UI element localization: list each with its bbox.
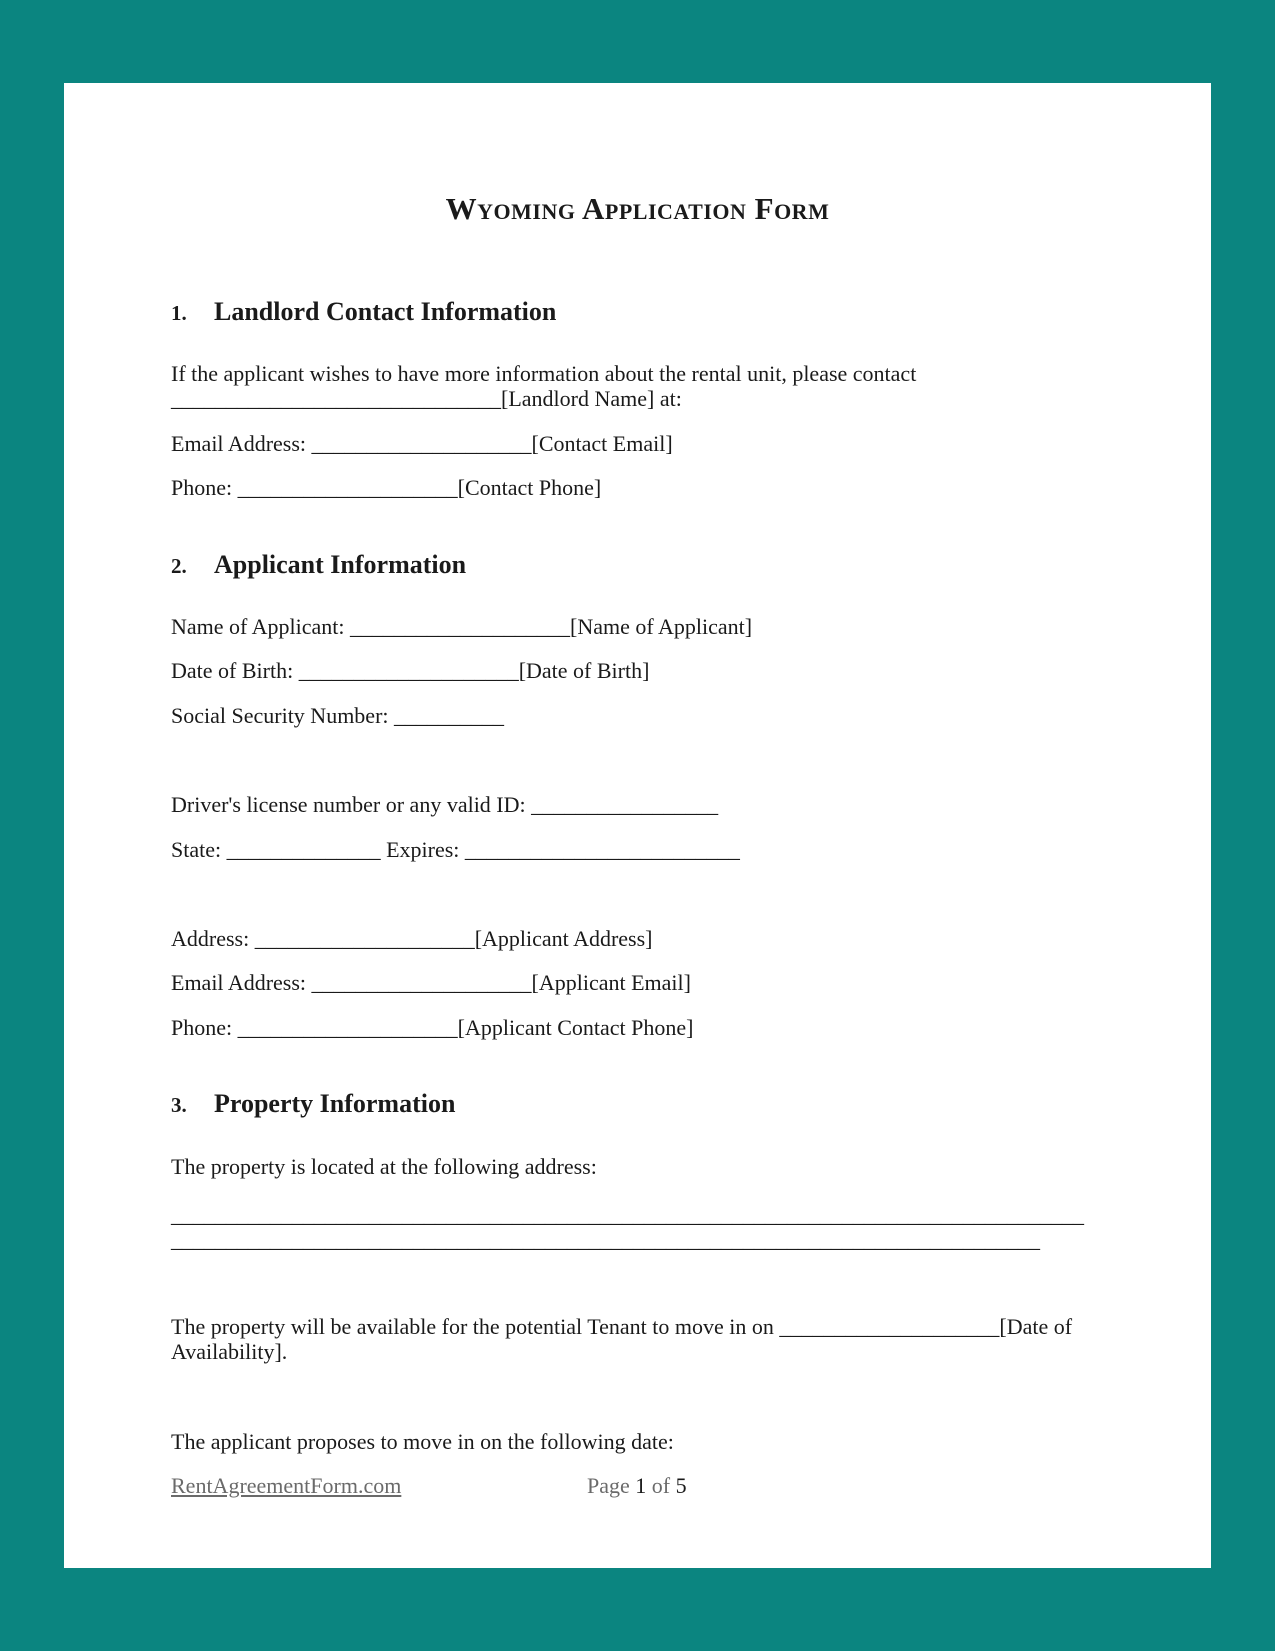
section-title: Landlord Contact Information	[214, 297, 557, 326]
section-3-heading	[171, 1089, 455, 1120]
applicant-email-field: Email Address: ____________________[Applicant Email]	[171, 970, 691, 995]
applicant-phone-field: Phone: ____________________[Applicant Contact Phone]	[171, 1015, 694, 1040]
section-number: 3.	[171, 1093, 187, 1117]
property-address-blank-1: ___________________________________________________________________________________	[171, 1202, 1084, 1227]
section-title: Property Information	[214, 1089, 456, 1118]
paragraph-line: The property is located at the following address:	[171, 1154, 597, 1179]
move-in-date-line: The applicant proposes to move in on the following date:	[171, 1429, 674, 1454]
applicant-address-field: Address: ____________________[Applicant Address]	[171, 926, 653, 951]
state-expires-field: State: ______________ Expires: _________________________	[171, 837, 740, 862]
applicant-name-field: Name of Applicant: ____________________[Name of Applicant]	[171, 614, 753, 639]
section-2-heading	[171, 550, 466, 581]
section-number: 2.	[171, 554, 187, 578]
landlord-name-field: ______________________________[Landlord Name] at:	[171, 386, 682, 411]
drivers-license-field: Driver's license number or any valid ID: _________________	[171, 792, 719, 817]
availability-date-field: The property will be available for the potential Tenant to move in on ____________________[Date of	[171, 1314, 1073, 1339]
date-of-birth-field: Date of Birth: ____________________[Date of Birth]	[171, 658, 650, 683]
page-total: 5	[675, 1473, 687, 1498]
paragraph-line: Availability].	[171, 1339, 288, 1364]
document-title: Wyoming Application Form	[445, 191, 830, 226]
footer-website-link[interactable]: RentAgreementForm.com	[171, 1473, 402, 1498]
paragraph-line: If the applicant wishes to have more information about the rental unit, please contact	[171, 361, 917, 386]
section-title: Applicant Information	[214, 550, 467, 579]
contact-email-field: Email Address: ____________________[Contact Email]	[171, 431, 673, 456]
section-number: 1.	[171, 301, 187, 325]
page-prefix: Page	[587, 1473, 630, 1498]
page-of: of	[651, 1473, 671, 1498]
section-1-heading	[171, 297, 556, 328]
contact-phone-field: Phone: ____________________[Contact Phone]	[171, 475, 602, 500]
page-number	[587, 1473, 687, 1499]
page-current: 1	[635, 1473, 647, 1498]
ssn-field: Social Security Number: __________	[171, 703, 505, 728]
document-page	[64, 83, 1211, 1568]
property-address-blank-2: _______________________________________________________________________________	[171, 1227, 1040, 1252]
